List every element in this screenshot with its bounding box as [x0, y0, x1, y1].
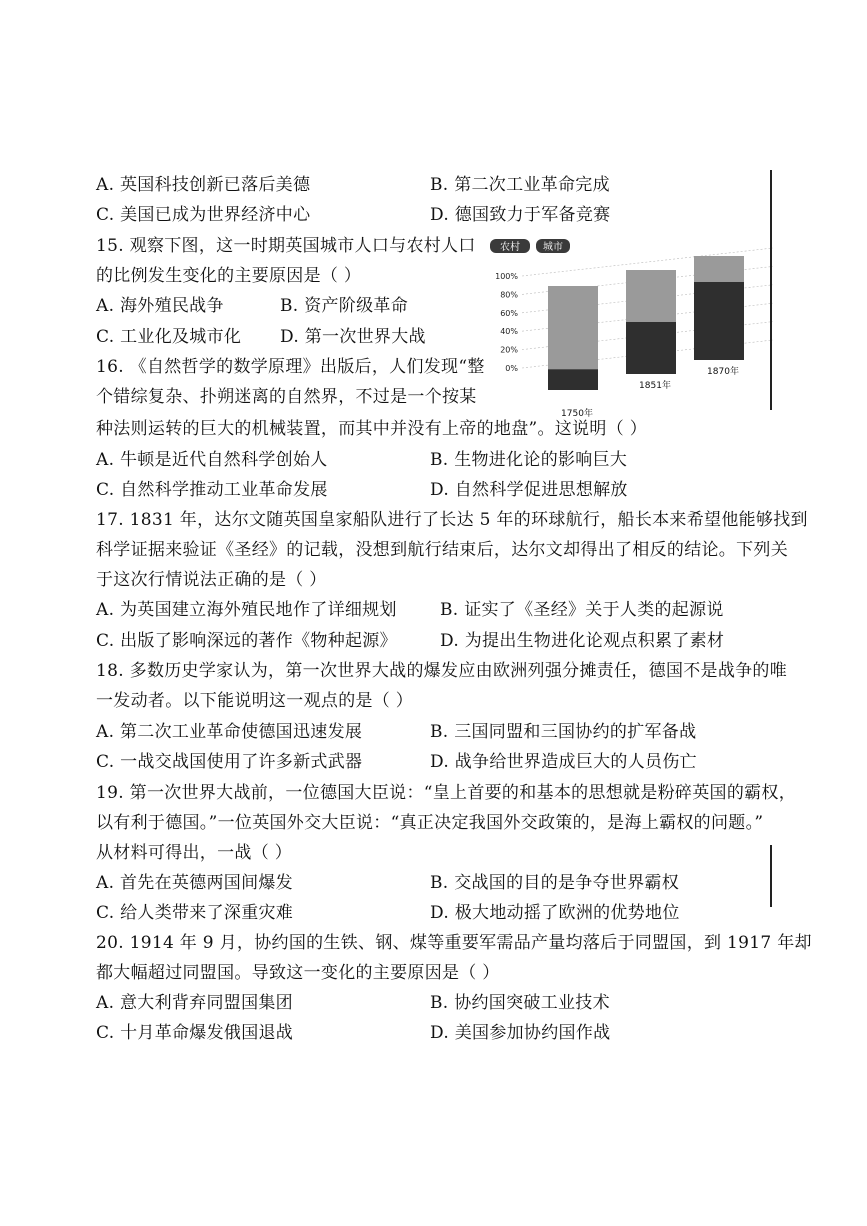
- q16-stem-line3: 种法则运转的巨大的机械装置，而其中并没有上帝的地盘”。这说明（ ）: [96, 419, 647, 439]
- y-tick-label: 60%: [500, 308, 518, 318]
- y-tick-label: 20%: [500, 345, 518, 355]
- q15-option-d: D. 第一次世界大战: [280, 327, 426, 347]
- legend-rural-label: 农村: [500, 242, 520, 253]
- x-tick-label: 1870年: [707, 367, 739, 377]
- q18-option-d: D. 战争给世界造成巨大的人员伤亡: [430, 752, 697, 772]
- bar-rural: [694, 256, 744, 282]
- q17-option-d: D. 为提出生物进化论观点积累了素材: [440, 631, 725, 651]
- bar-urban: [626, 322, 676, 374]
- q14-option-c: C. 美国已成为世界经济中心: [96, 205, 311, 225]
- q19-stem-line2: 以有利于德国。”一位英国外交大臣说：“真正决定我国外交政策的，是海上霸权的问题。”: [96, 813, 764, 833]
- q20-stem-line2: 都大幅超过同盟国。导致这一变化的主要原因是（ ）: [96, 963, 500, 983]
- q15-option-c: C. 工业化及城市化: [96, 327, 242, 347]
- q14-option-d: D. 德国致力于军备竞赛: [430, 205, 611, 225]
- chart-legend: [490, 239, 570, 253]
- q15-option-b: B. 资产阶级革命: [280, 296, 408, 316]
- q16-option-c: C. 自然科学推动工业革命发展: [96, 480, 328, 500]
- bar-urban: [548, 369, 598, 390]
- q17-stem-line1: 17. 1831 年，达尔文随英国皇家船队进行了长达 5 年的环球航行，船长本来希望他能够找到: [96, 510, 808, 530]
- legend-urban-label: 城市: [543, 242, 563, 253]
- margin-bar-top: [770, 170, 772, 410]
- q16-stem-line1: 16. 《自然哲学的数学原理》出版后，人们发现“整: [96, 357, 485, 377]
- margin-bar-bottom: [770, 845, 772, 907]
- q18-option-c: C. 一战交战国使用了许多新式武器: [96, 752, 363, 772]
- q20-option-a: A. 意大利背弃同盟国集团: [96, 993, 293, 1013]
- q20-option-d: D. 美国参加协约国作战: [430, 1023, 611, 1043]
- y-tick-label: 80%: [500, 290, 518, 300]
- q17-option-a: A. 为英国建立海外殖民地作了详细规划: [96, 600, 397, 620]
- q20-option-c: C. 十月革命爆发俄国退战: [96, 1023, 294, 1043]
- x-tick-label: 1750年: [561, 409, 593, 419]
- y-tick-label: 100%: [495, 272, 518, 281]
- q14-option-a: A. 英国科技创新已落后美德: [96, 175, 311, 195]
- q18-stem-line1: 18. 多数历史学家认为，第一次世界大战的爆发应由欧洲列强分摊责任，德国不是战争的唯: [96, 661, 788, 681]
- y-tick-label: 40%: [500, 327, 518, 337]
- q16-stem-line2: 个错综复杂、扑朔迷离的自然界，不过是一个按某: [96, 387, 477, 407]
- q19-option-c: C. 给人类带来了深重灾难: [96, 903, 294, 923]
- q19-option-d: D. 极大地动摇了欧洲的优势地位: [430, 903, 680, 923]
- bar-rural: [548, 286, 598, 369]
- q19-option-a: A. 首先在英德两国间爆发: [96, 873, 293, 893]
- q14-option-b: B. 第二次工业革命完成: [430, 175, 610, 195]
- q15-stem-line1: 15. 观察下图，这一时期英国城市人口与农村人口: [96, 236, 476, 256]
- q18-stem-line2: 一发动者。以下能说明这一观点的是（ ）: [96, 691, 414, 711]
- x-tick-label: 1851年: [639, 381, 671, 391]
- q16-option-a: A. 牛顿是近代自然科学创始人: [96, 450, 328, 470]
- q19-stem-line3: 从材料可得出，一战（ ）: [96, 843, 293, 863]
- q20-stem-line1: 20. 1914 年 9 月，协约国的生铁、钢、煤等重要军需品产量均落后于同盟国，到 1917 年却: [96, 933, 812, 953]
- q18-option-a: A. 第二次工业革命使德国迅速发展: [96, 722, 363, 742]
- q19-stem-line1: 19. 第一次世界大战前，一位德国大臣说：“皇上首要的和基本的思想就是粉碎英国的霸权，: [96, 783, 797, 803]
- bar-urban: [694, 282, 744, 360]
- q15-stem-line2: 的比例发生变化的主要原因是（ ）: [96, 266, 362, 286]
- bar-rural: [626, 270, 676, 322]
- q19-option-b: B. 交战国的目的是争夺世界霸权: [430, 873, 680, 893]
- q17-stem-line3: 于这次行情说法正确的是（ ）: [96, 570, 327, 590]
- population-chart: [488, 234, 778, 419]
- q16-option-b: B. 生物进化论的影响巨大: [430, 450, 628, 470]
- q16-option-d: D. 自然科学促进思想解放: [430, 480, 628, 500]
- q18-option-b: B. 三国同盟和三国协约的扩军备战: [430, 722, 697, 742]
- q17-option-c: C. 出版了影响深远的著作《物种起源》: [96, 631, 397, 651]
- q15-option-a: A. 海外殖民战争: [96, 296, 224, 316]
- q20-option-b: B. 协约国突破工业技术: [430, 993, 610, 1013]
- y-tick-label: 0%: [505, 364, 518, 373]
- q17-option-b: B. 证实了《圣经》关于人类的起源说: [440, 600, 724, 620]
- q17-stem-line2: 科学证据来验证《圣经》的记载，没想到航行结束后，达尔文却得出了相反的结论。下列关: [96, 540, 788, 560]
